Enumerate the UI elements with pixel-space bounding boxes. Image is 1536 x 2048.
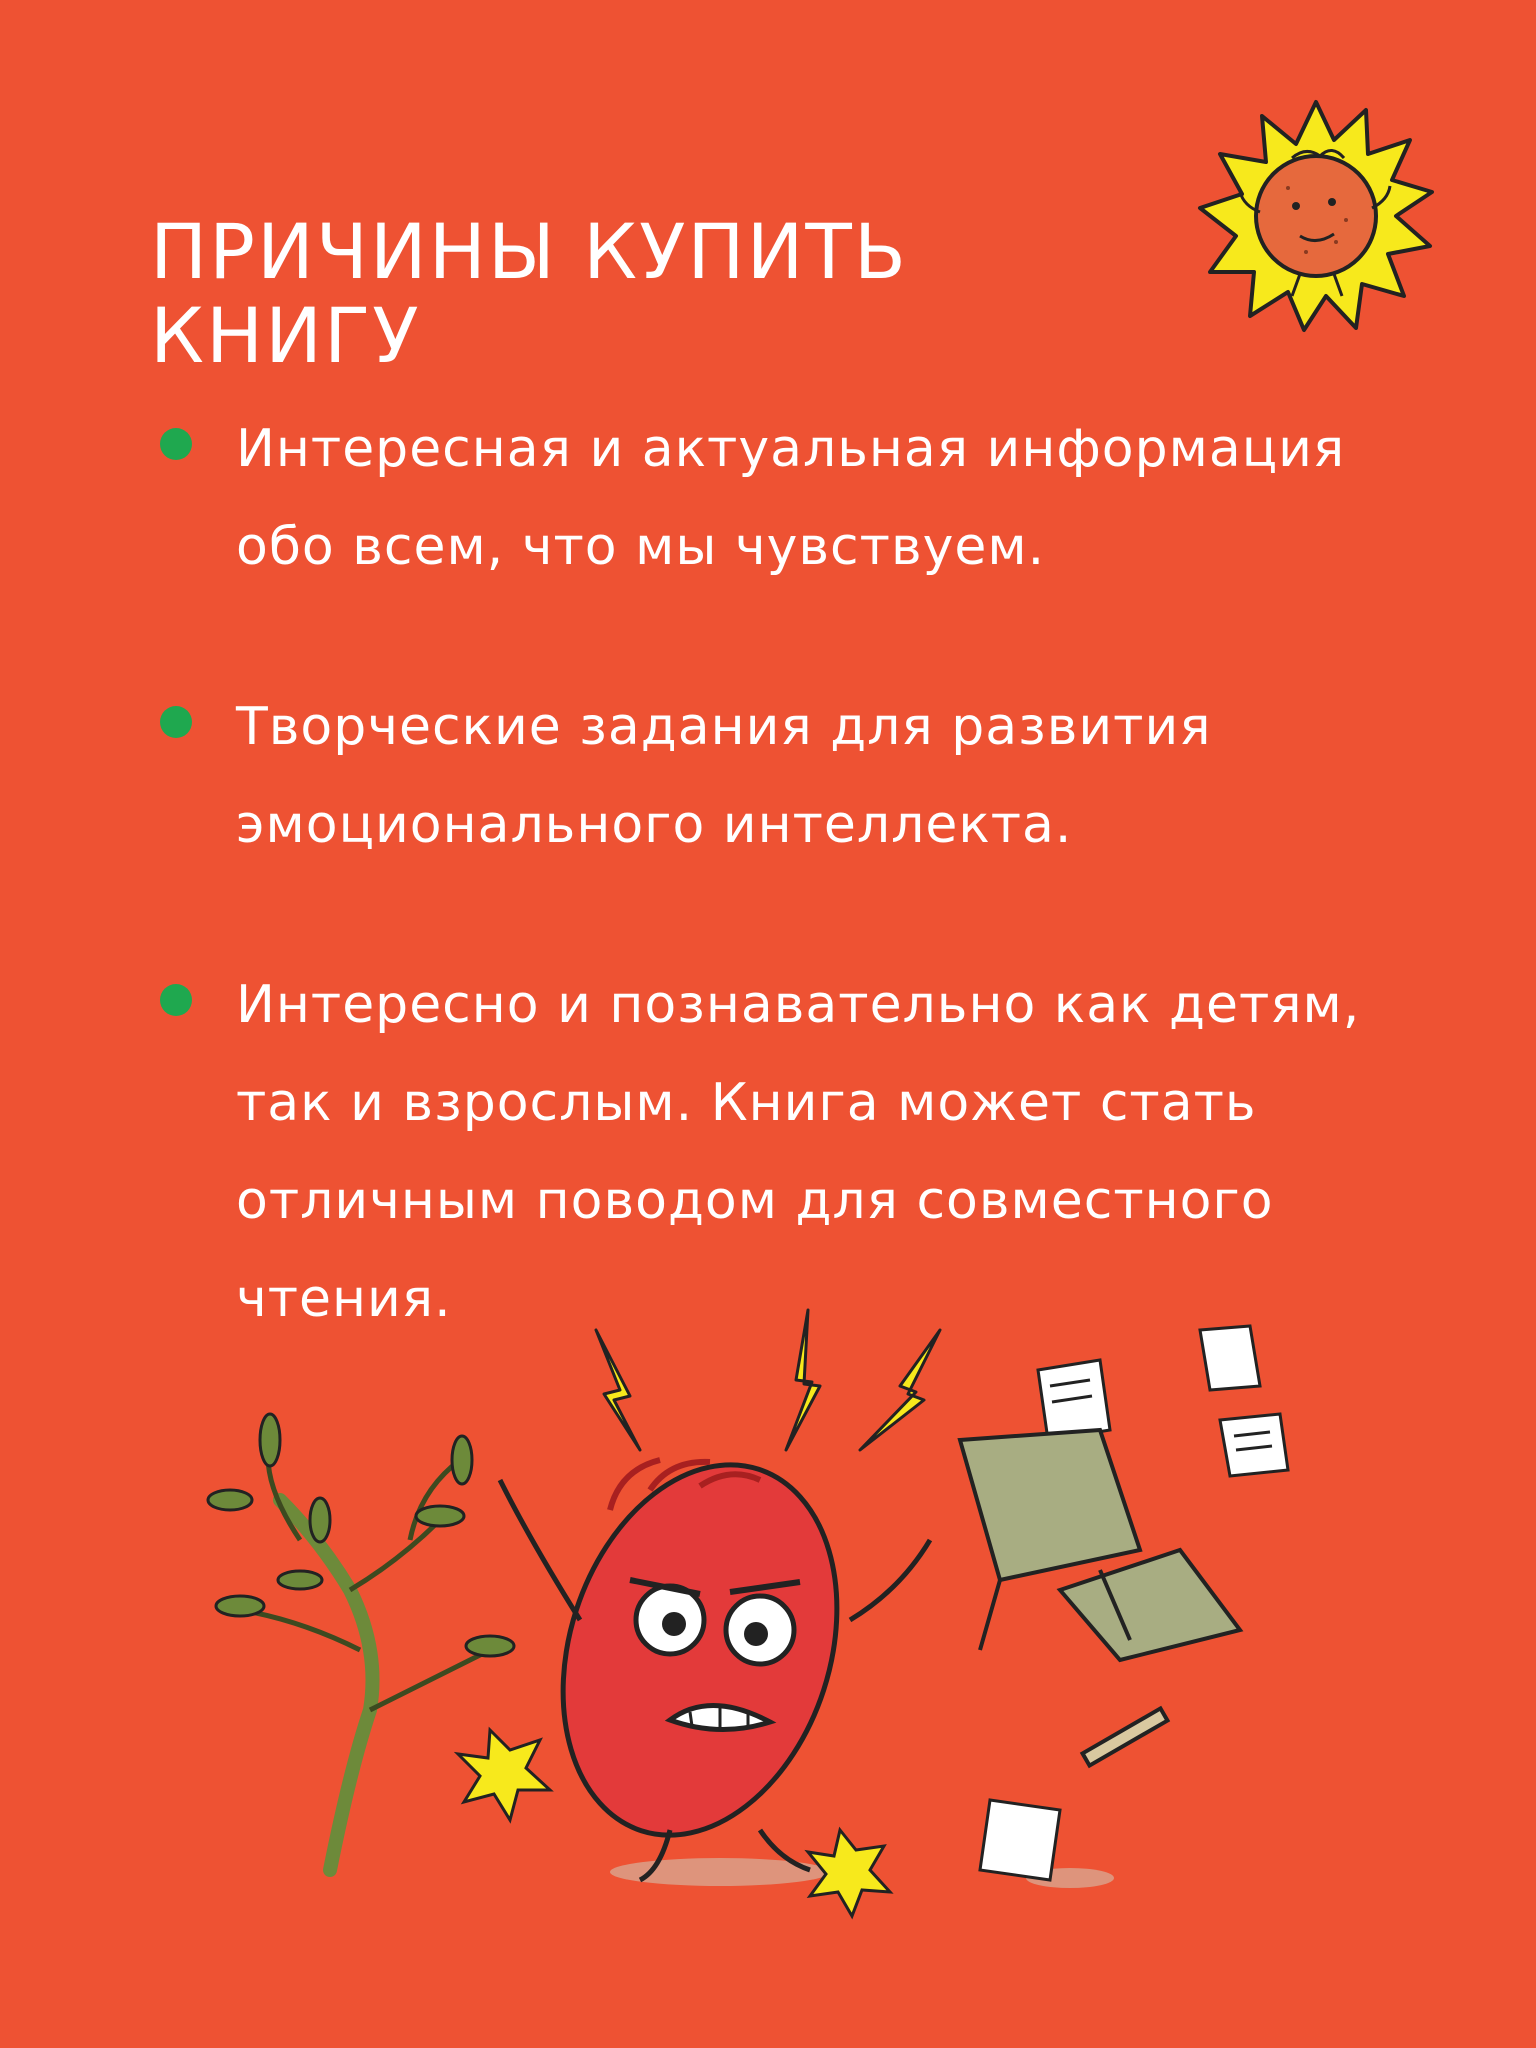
reasons-list (150, 400, 1430, 1430)
list-item (150, 678, 1430, 874)
bullet-text: Интересно и познавательно как детям, так и взрослым. Книга может стать отличным поводом для совместного чтения. (236, 975, 1361, 1329)
bullet-text: Интересная и актуальная информация обо всем, что мы чувствуем. (236, 419, 1346, 577)
bullet-dot (160, 428, 192, 460)
angry-red-character-illustration (200, 1290, 1350, 1930)
page-title: ПРИЧИНЫ КУПИТЬ КНИГУ (150, 207, 908, 380)
bullet-dot (160, 984, 192, 1016)
lightning-bolt-icon (596, 1310, 940, 1450)
bullet-dot (160, 706, 192, 738)
angry-red-character (458, 1429, 930, 1916)
overturned-desk-icon (960, 1430, 1240, 1766)
list-item (150, 400, 1430, 596)
sun-character-icon (1196, 96, 1436, 336)
bullet-text: Творческие задания для развития эмоционального интеллекта. (236, 697, 1212, 855)
sun-face (1256, 156, 1376, 276)
